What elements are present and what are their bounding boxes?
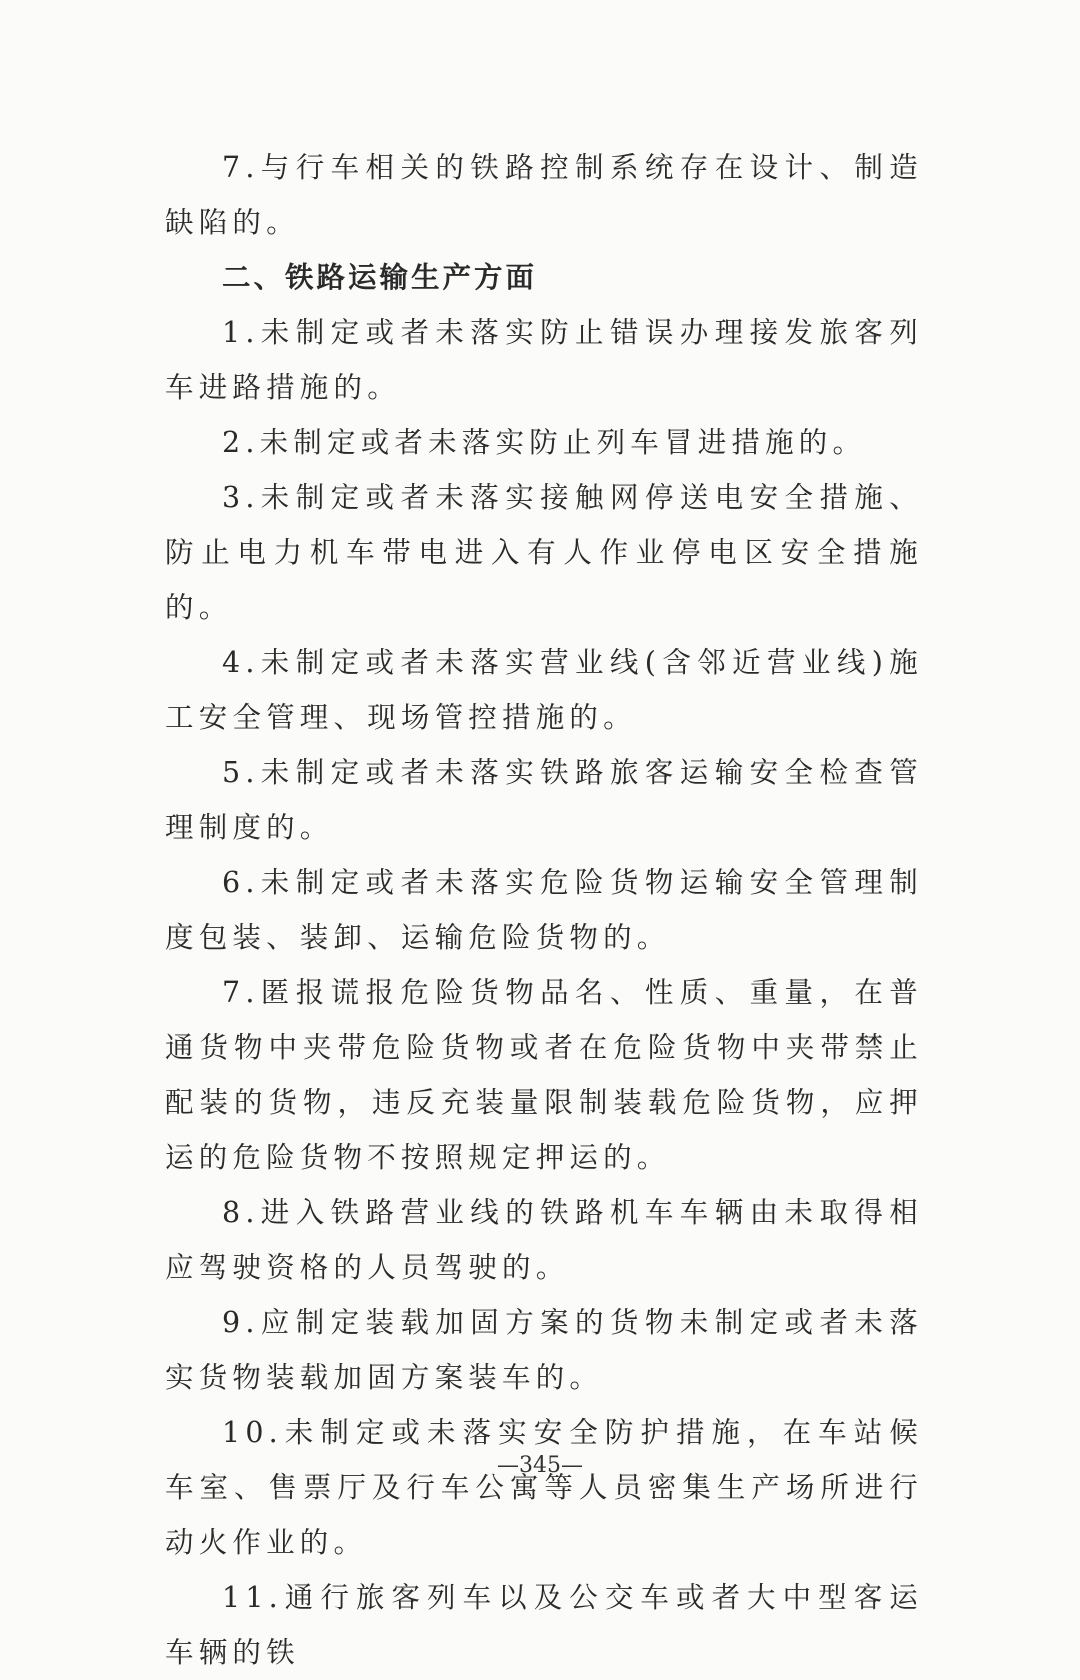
paragraph-item-9: 9.应制定装载加固方案的货物未制定或者未落实货物装载加固方案装车的。 <box>165 1306 923 1394</box>
paragraph-item-10: 10.未制定或未落实安全防护措施，在车站候车室、售票厅及行车公寓等人员密集生产场所进行动火作业的。 <box>165 1416 923 1559</box>
page-number: —345— <box>497 1453 583 1478</box>
paragraph-item-2: 2.未制定或者未落实防止列车冒进措施的。 <box>222 426 867 459</box>
paragraph-item-6: 6.未制定或者未落实危险货物运输安全管理制度包装、装卸、运输危险货物的。 <box>165 866 923 954</box>
paragraph-item-1: 1.未制定或者未落实防止错误办理接发旅客列车进路措施的。 <box>165 316 923 404</box>
paragraph-item-7-control-system: 7.与行车相关的铁路控制系统存在设计、制造缺陷的。 <box>165 151 923 239</box>
paragraph-item-8: 8.进入铁路营业线的铁路机车车辆由未取得相应驾驶资格的人员驾驶的。 <box>165 1196 923 1284</box>
paragraph-item-3: 3.未制定或者未落实接触网停送电安全措施、防止电力机车带电进入有人作业停电区安全措施的。 <box>165 481 923 624</box>
paragraph-item-4: 4.未制定或者未落实营业线(含邻近营业线)施工安全管理、现场管控措施的。 <box>165 646 923 734</box>
section-heading-railway-transport: 二、铁路运输生产方面 <box>222 261 538 294</box>
paragraph-item-7: 7.匿报谎报危险货物品名、性质、重量，在普通货物中夹带危险货物或者在危险货物中夹带禁止配装的货物，违反充装量限制装载危险货物，应押运的危险货物不按照规定押运的。 <box>165 976 923 1174</box>
paragraph-item-5: 5.未制定或者未落实铁路旅客运输安全检查管理制度的。 <box>165 756 923 844</box>
paragraph-item-11: 11.通行旅客列车以及公交车或者大中型客运车辆的铁 <box>165 1581 923 1669</box>
body-text <box>165 140 923 1680</box>
